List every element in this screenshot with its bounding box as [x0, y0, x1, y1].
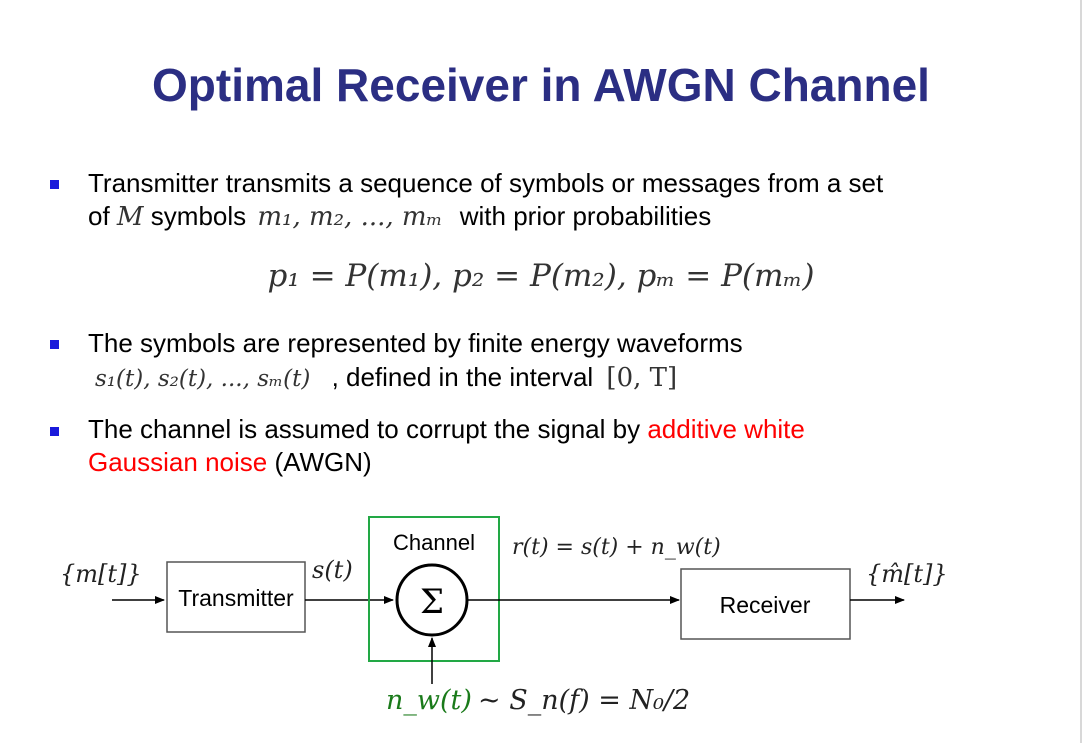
st-label: s(t): [312, 556, 353, 584]
receiver-label: Receiver: [719, 592, 811, 618]
bullet3-line2-red: Gaussian noise: [88, 447, 268, 477]
input-label: {m[t]}: [60, 560, 142, 588]
bullet3-line1-black: The channel is assumed to corrupt the signal by: [88, 414, 641, 444]
noise-psd-label: ~ S_n(f) = N₀/2: [478, 685, 691, 716]
probability-equation-text: p₁ = P(m₁), p₂ = P(m₂), pₘ = P(mₘ): [267, 258, 815, 294]
bullet1-symbols-word: symbols: [150, 201, 247, 231]
transmitter-label: Transmitter: [178, 585, 294, 611]
slide-title: Optimal Receiver in AWGN Channel: [152, 59, 930, 111]
channel-label: Channel: [393, 530, 475, 555]
bullet2-line1: The symbols are represented by finite energy waveforms: [88, 328, 743, 358]
bullet3-line2-black: (AWGN): [274, 447, 372, 477]
bullet1-symbol-list: m₁, m₂, ..., mₘ: [257, 202, 443, 232]
bullet2-waveforms: s₁(t), s₂(t), ..., sₘ(t): [95, 366, 311, 392]
bullet1-of: of: [88, 201, 110, 231]
output-label: {m̂[t]}: [866, 560, 948, 588]
bullet1-line1: Transmitter transmits a sequence of symbols or messages from a set: [88, 168, 884, 198]
bullet3-line1-red: additive white: [647, 414, 805, 444]
bullet2-tail: , defined in the interval: [331, 362, 594, 392]
bullet2-interval: [0, T]: [606, 363, 678, 393]
bullet1-M: M: [116, 202, 144, 232]
rt-equation: r(t) = s(t) + n_w(t): [512, 535, 721, 560]
noise-label: n_w(t): [386, 685, 472, 716]
bullet1-tail: with prior probabilities: [459, 201, 712, 231]
sigma-symbol: Σ: [419, 582, 445, 622]
